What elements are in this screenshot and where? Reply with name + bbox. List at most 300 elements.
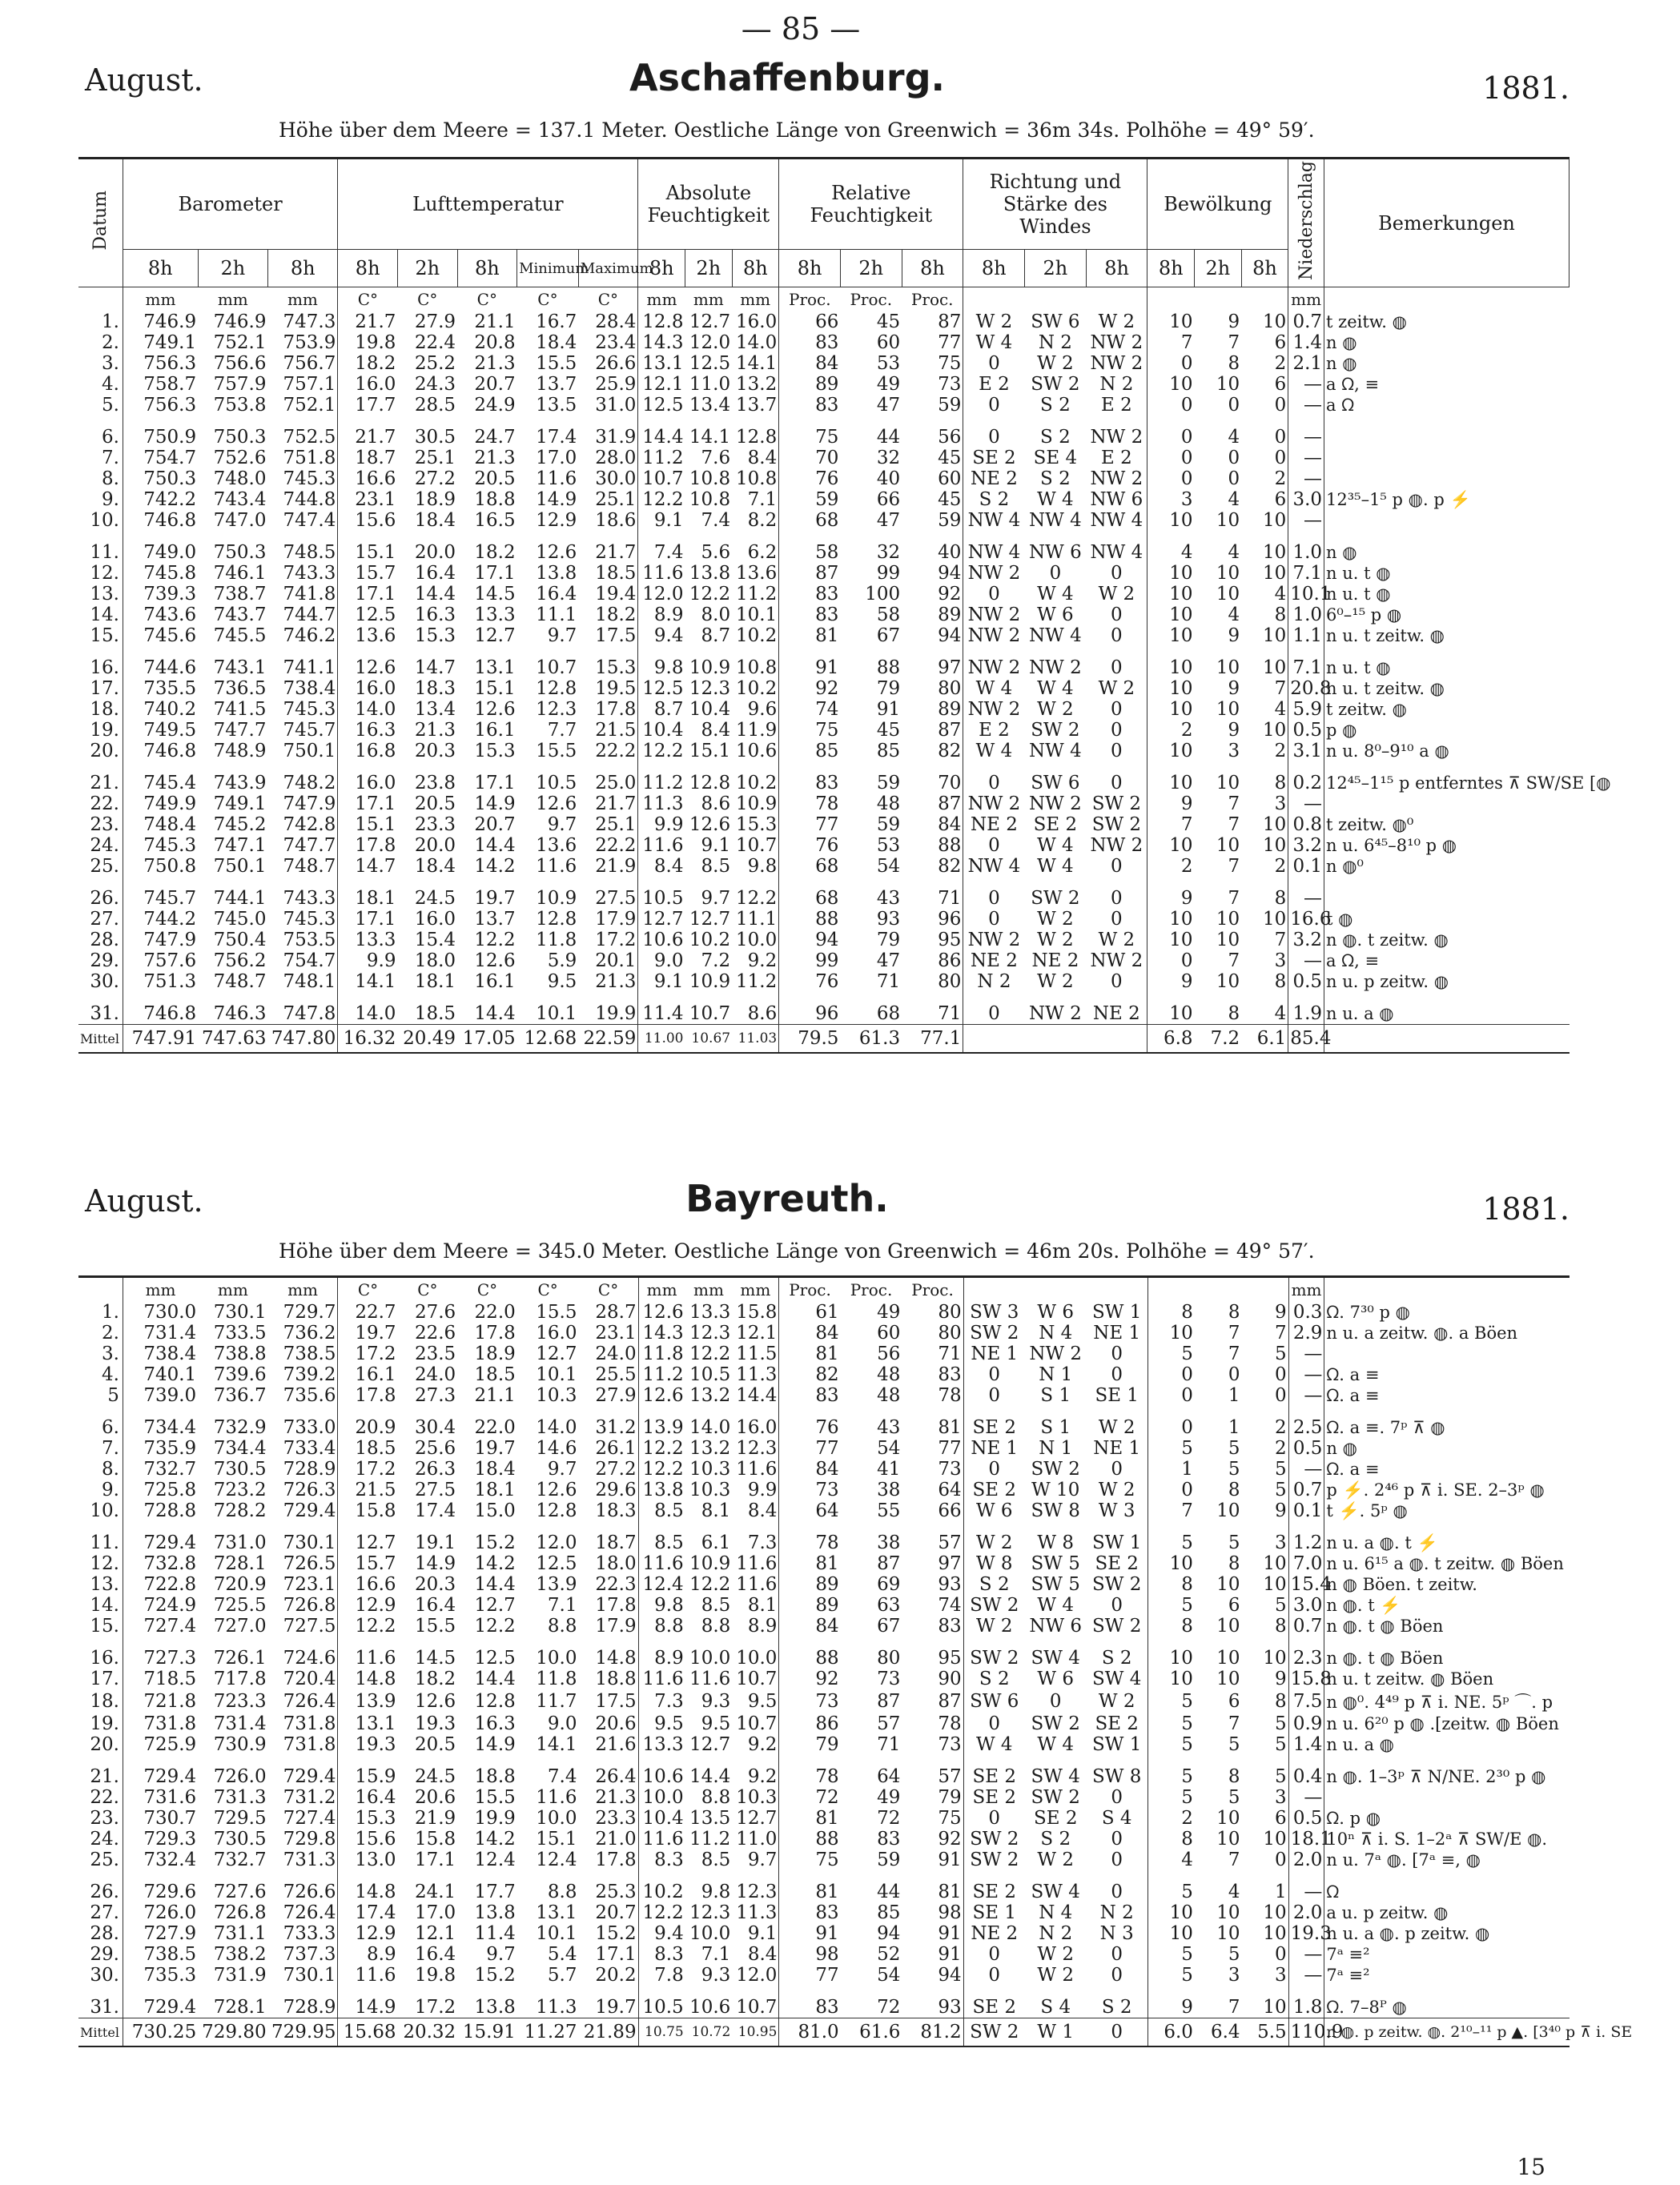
value-cell: 15.3 (578, 646, 638, 678)
mean-value: 11.03 (732, 1025, 779, 1054)
value-cell: 12.7 (732, 1808, 779, 1829)
value-cell: 44 (876, 427, 901, 448)
value-cell: 10 (1169, 625, 1193, 646)
value-cell: 10 (1169, 1669, 1193, 1689)
value-cell: 744.1 (213, 888, 267, 909)
value-cell: 728.9 (268, 1986, 338, 2018)
mean-value: 6.8 (1147, 1025, 1195, 1054)
value-cell: 17.1 (474, 773, 516, 793)
date-cell: 20. (78, 1734, 123, 1755)
value-cell: 9.7 (732, 1850, 779, 1870)
value-cell: 8.4 (701, 720, 731, 741)
subheader-h2: 2h (685, 250, 733, 287)
value-cell: — (1288, 1385, 1324, 1406)
value-cell: W 2 (1087, 1689, 1148, 1713)
value-cell: 738.4 (268, 678, 338, 699)
value-cell: 728.1 (213, 1997, 267, 2018)
value-cell: 5.9 (1288, 699, 1324, 720)
value-cell: 725.9 (143, 1734, 197, 1755)
unit-cell (78, 1277, 123, 1303)
value-cell: W 2 (1037, 971, 1074, 992)
value-cell: 0 (1087, 1965, 1148, 1986)
value-cell: 10.6 (732, 741, 779, 761)
value-cell: 10.0 (642, 1787, 684, 1808)
value-cell: 10.1 (536, 1364, 577, 1385)
remark-cell: 7ᵃ ≡² (1326, 1945, 1370, 1964)
value-cell: 10 (1169, 741, 1193, 761)
value-cell: SW 2 (1031, 1713, 1080, 1734)
value-cell: 14.4 (474, 1574, 516, 1595)
value-cell: 82 (902, 856, 963, 877)
value-cell: 8.8 (701, 1616, 731, 1637)
unit-cell (963, 287, 1025, 312)
value-cell: 727.6 (213, 1882, 267, 1902)
date-cell: 6. (78, 1406, 123, 1438)
date-cell: 20. (78, 741, 123, 761)
value-cell: 2 (1241, 856, 1288, 877)
remark-cell: ᘯ. a ≡ (1326, 1385, 1380, 1405)
station-name: Bayreuth. (685, 1177, 889, 1220)
remark-cell: a ᘯ, ≡ (1326, 374, 1380, 394)
value-cell: SW 2 (1031, 374, 1080, 395)
mean-value: 61.3 (840, 1025, 902, 1054)
value-cell: NW 2 (967, 657, 1021, 678)
column-header-wind: Richtung und Stärke des Windes (963, 159, 1147, 250)
value-cell: 748.9 (213, 741, 267, 761)
value-cell: 45 (876, 720, 901, 741)
value-cell: 18.4 (474, 1459, 516, 1480)
value-cell: 10 (1241, 909, 1288, 930)
value-cell: 729.5 (213, 1808, 267, 1829)
value-cell: 4 (1241, 699, 1288, 720)
value-cell: 739.3 (143, 584, 197, 604)
value-cell: 0 (1180, 395, 1193, 416)
mean-value: 20.32 (398, 2018, 458, 2047)
value-cell: 2 (1180, 720, 1193, 741)
mean-value: 110.9 (1288, 2018, 1324, 2047)
value-cell: 7.2 (701, 950, 731, 971)
value-cell: 12.2 (642, 1459, 684, 1480)
value-cell: 12.6 (536, 793, 577, 814)
value-cell: 5 (1181, 1766, 1193, 1787)
value-cell: 11.0 (689, 374, 731, 395)
mean-value: 7.2 (1195, 1025, 1242, 1054)
value-cell: 10 (1169, 930, 1193, 950)
value-cell: 738.7 (213, 584, 267, 604)
value-cell: 746.9 (143, 311, 197, 332)
value-cell: 13.2 (689, 1438, 731, 1459)
value-cell: 7 (1228, 1850, 1240, 1870)
value-cell: 2.0 (1288, 1850, 1324, 1870)
value-cell: 11.4 (642, 1003, 684, 1024)
value-cell: 743.4 (213, 489, 267, 510)
value-cell: W 6 (1037, 1669, 1075, 1689)
remark-cell: 12⁴⁵–1¹⁵ p entferntes ⊼ SW/SE [◍ (1326, 773, 1611, 793)
value-cell: 9.0 (653, 950, 684, 971)
value-cell: 12.8 (536, 1500, 577, 1521)
value-cell: 9.5 (701, 1713, 731, 1734)
value-cell: 0.7 (1288, 1480, 1324, 1500)
value-cell: 10.7 (642, 468, 684, 489)
mean-value: 729.95 (268, 2018, 338, 2047)
value-cell: 14.9 (536, 489, 577, 510)
unit-cell: C° (476, 290, 497, 309)
value-cell: 753.8 (213, 395, 267, 416)
value-cell: 13.4 (414, 699, 456, 720)
value-cell: 24.1 (414, 1882, 456, 1902)
value-cell: 5 (1181, 1438, 1193, 1459)
value-cell: N 3 (1087, 1923, 1148, 1944)
value-cell: 8 (1181, 1574, 1193, 1595)
table-row (78, 604, 1569, 625)
value-cell: N 2 (977, 971, 1011, 992)
table-row (78, 678, 1569, 699)
value-cell: 18.7 (355, 448, 396, 468)
value-cell: 10 (1216, 510, 1240, 531)
value-cell: 28.0 (578, 448, 638, 468)
value-cell: W 6 (1037, 604, 1074, 625)
value-cell: 9 (1228, 720, 1240, 741)
value-cell: 11.3 (536, 1997, 577, 2018)
column-header-lufttemperatur: Lufttemperatur (338, 159, 638, 250)
value-cell: 10 (1216, 1669, 1240, 1689)
value-cell: 12.3 (732, 1438, 779, 1459)
table-row (78, 353, 1569, 374)
value-cell: 741.1 (268, 646, 338, 678)
value-cell: 730.5 (213, 1829, 267, 1850)
value-cell: 11.6 (642, 835, 684, 856)
table-row (78, 741, 1569, 761)
value-cell: 18.2 (578, 604, 638, 625)
value-cell: 77 (902, 332, 963, 353)
value-cell: 11.2 (642, 1364, 684, 1385)
remark-cell: n ◍. 1–3ᵖ ⊼ N/NE. 2³⁰ p ◍ (1326, 1767, 1546, 1786)
value-cell: 12.5 (642, 395, 684, 416)
value-cell: 8 (1181, 1829, 1193, 1850)
value-cell: 21.3 (414, 720, 456, 741)
value-cell: NW 2 (967, 793, 1021, 814)
value-cell: SE 4 (1033, 448, 1078, 468)
value-cell: 84 (815, 1323, 839, 1344)
value-cell: W 2 (975, 311, 1013, 332)
month-label: August. (85, 62, 203, 98)
value-cell: 80 (902, 1302, 963, 1323)
value-cell: 86 (815, 1713, 839, 1734)
value-cell: 70 (902, 761, 963, 793)
value-cell: W 2 (1086, 311, 1147, 332)
value-cell: 16.0 (355, 773, 396, 793)
value-cell: 2 (1241, 353, 1288, 374)
value-cell: 18.9 (474, 1344, 516, 1364)
value-cell: 11.2 (689, 1829, 731, 1850)
value-cell: 732.7 (213, 1850, 267, 1870)
value-cell: W 2 (975, 1616, 1013, 1637)
value-cell: 0 (988, 909, 1000, 930)
value-cell: 12.8 (642, 311, 684, 332)
value-cell: 0 (1180, 353, 1193, 374)
value-cell: 10 (1169, 584, 1193, 604)
value-cell: 727.0 (213, 1616, 267, 1637)
value-cell: 10.1 (536, 1923, 577, 1944)
value-cell: 13.6 (355, 625, 396, 646)
value-cell: 751.3 (143, 971, 197, 992)
mean-value: 15.91 (457, 2018, 517, 2047)
value-cell: 747.7 (268, 835, 338, 856)
remark-cell: n u. 8⁰–9¹⁰ a ◍ (1326, 741, 1449, 761)
value-cell: 9.1 (701, 835, 731, 856)
value-cell: 22.6 (414, 1323, 456, 1344)
value-cell: 11.6 (732, 1459, 779, 1480)
subheader-h8: 8h (268, 250, 338, 287)
value-cell: 726.5 (268, 1553, 338, 1574)
value-cell: 15.6 (355, 510, 396, 531)
value-cell: 12.6 (689, 814, 731, 835)
value-cell: 10.0 (536, 1648, 577, 1669)
value-cell: 16.0 (536, 1323, 577, 1344)
value-cell: 16.5 (474, 510, 516, 531)
value-cell: 15.3 (355, 1808, 396, 1829)
value-cell: 10 (1216, 699, 1240, 720)
value-cell: 8 (1181, 1302, 1193, 1323)
value-cell: 10 (1169, 657, 1193, 678)
value-cell: 14.8 (579, 1637, 639, 1669)
value-cell: 4 (1241, 992, 1288, 1025)
value-cell: 0 (1087, 1344, 1148, 1364)
value-cell: 731.6 (143, 1787, 197, 1808)
value-cell: 9 (1242, 1669, 1289, 1689)
unit-cell: mm (217, 1280, 248, 1299)
value-cell: 10 (1169, 604, 1193, 625)
value-cell: 750.1 (268, 741, 338, 761)
mean-value: 5.5 (1242, 2018, 1289, 2047)
value-cell: 24.7 (474, 427, 516, 448)
value-cell: 747.9 (143, 930, 197, 950)
value-cell: 17.8 (474, 1323, 516, 1344)
value-cell: NE 2 (971, 950, 1018, 971)
remark-cell: n ◍. t zeitw. ◍ (1326, 930, 1449, 950)
value-cell: SW 2 (970, 1323, 1019, 1344)
value-cell: 12.4 (474, 1850, 516, 1870)
remark-cell (1324, 793, 1569, 814)
value-cell: SW 6 (970, 1691, 1019, 1712)
value-cell: 89 (815, 1595, 839, 1616)
remark-cell: n u. t zeitw. ◍ Böen (1326, 1669, 1494, 1689)
value-cell: NW 2 (1029, 793, 1082, 814)
value-cell: 750.3 (213, 542, 267, 563)
value-cell: 11.6 (642, 1669, 684, 1689)
mean-value: 79.5 (779, 1025, 841, 1054)
value-cell: 745.3 (268, 468, 338, 489)
value-cell: 747.8 (268, 992, 338, 1025)
value-cell: 5 (1242, 1713, 1289, 1734)
value-cell: 69 (877, 1574, 901, 1595)
value-cell: 5 (1181, 1344, 1193, 1364)
date-cell: 1. (78, 1302, 123, 1323)
value-cell: 13.9 (355, 1691, 396, 1712)
table-row (78, 1406, 1569, 1438)
value-cell: — (1288, 1870, 1324, 1902)
value-cell: 13.9 (536, 1574, 577, 1595)
table-row (78, 971, 1569, 992)
value-cell: 0.5 (1288, 1808, 1324, 1829)
value-cell: 49 (877, 1787, 901, 1808)
value-cell: 14.0 (689, 1417, 731, 1438)
value-cell: 2.5 (1288, 1406, 1324, 1438)
value-cell: 73 (815, 1480, 839, 1500)
value-cell: 12.5 (474, 1648, 516, 1669)
remark-cell (1324, 1787, 1569, 1808)
value-cell: 47 (876, 510, 901, 531)
table-row (78, 930, 1569, 950)
value-cell: 26.1 (579, 1438, 639, 1459)
value-cell: 14.2 (474, 856, 516, 877)
value-cell: 8.5 (701, 1850, 731, 1870)
value-cell: 21.0 (579, 1829, 639, 1850)
value-cell: NW 4 (1086, 510, 1147, 531)
value-cell: 7 (1181, 1500, 1193, 1521)
value-cell: 7.7 (547, 720, 577, 741)
value-cell: 19.3 (414, 1713, 456, 1734)
value-cell: 5.4 (547, 1944, 577, 1965)
value-cell: 9.7 (547, 814, 577, 835)
value-cell: 718.5 (143, 1669, 197, 1689)
value-cell: 1.1 (1288, 625, 1324, 646)
value-cell: 20.5 (474, 468, 516, 489)
value-cell: 9 (1180, 888, 1193, 909)
value-cell: 726.4 (268, 1902, 338, 1923)
value-cell: 5 (1228, 1459, 1240, 1480)
value-cell: 750.9 (143, 427, 197, 448)
value-cell: 18.4 (536, 332, 577, 353)
value-cell: 59 (877, 1850, 901, 1870)
value-cell: NW 2 (1086, 332, 1147, 353)
value-cell: 76 (815, 835, 839, 856)
value-cell: 17.5 (579, 1689, 639, 1713)
value-cell: 725.5 (213, 1595, 267, 1616)
subheader-h8: 8h (1241, 250, 1288, 287)
value-cell: 93 (876, 909, 901, 930)
value-cell: 85 (815, 741, 839, 761)
column-header-datum-label: Datum (90, 191, 111, 251)
value-cell: 756.6 (213, 353, 267, 374)
date-cell: 7. (78, 1438, 123, 1459)
remark-cell: a u. p zeitw. ◍ (1326, 1903, 1449, 1922)
value-cell: W 6 (1037, 1302, 1075, 1323)
value-cell: E 2 (1086, 395, 1147, 416)
unit-cell: mm (646, 1280, 677, 1299)
mean-value: 0 (1087, 2018, 1148, 2047)
value-cell: 16.4 (414, 1595, 456, 1616)
subheader-h2: 2h (840, 250, 902, 287)
value-cell: 18.1 (355, 888, 396, 909)
mean-value: 61.6 (841, 2018, 902, 2047)
value-cell: N 4 (1039, 1902, 1073, 1923)
value-cell: 72 (877, 1997, 901, 2018)
value-cell: 13.1 (536, 1902, 577, 1923)
value-cell: 10.8 (689, 468, 731, 489)
value-cell: 748.2 (268, 761, 338, 793)
remark-cell (1324, 877, 1569, 909)
unit-cell: mm (145, 1280, 176, 1299)
value-cell: 17.5 (578, 625, 638, 646)
value-cell: 0 (1086, 563, 1147, 584)
value-cell: 5 (1181, 1713, 1193, 1734)
value-cell: S 2 (1040, 468, 1071, 489)
value-cell: 726.4 (268, 1689, 338, 1713)
value-cell: 7 (1180, 814, 1193, 835)
value-cell: 13.8 (689, 563, 731, 584)
value-cell: 0 (1086, 699, 1147, 720)
value-cell: W 4 (1037, 1595, 1075, 1616)
value-cell: 25.5 (579, 1364, 639, 1385)
value-cell: 11.6 (355, 1648, 396, 1669)
value-cell: 730.7 (143, 1808, 197, 1829)
value-cell: SW 2 (1087, 1574, 1148, 1595)
value-cell: 1 (1242, 1870, 1289, 1902)
value-cell: 27.2 (579, 1459, 639, 1480)
value-cell: 0.1 (1288, 856, 1324, 877)
value-cell: 7.4 (653, 542, 684, 563)
value-cell: 10.0 (689, 1648, 731, 1669)
value-cell: SW 4 (1031, 1766, 1080, 1787)
date-cell: 11. (78, 1521, 123, 1553)
remark-cell: ᘯ. 7³⁰ p ◍ (1326, 1302, 1410, 1322)
remark-cell: t ◍ (1326, 910, 1353, 929)
value-cell: 18.1 (474, 1480, 516, 1500)
date-cell: 18. (78, 699, 123, 720)
value-cell: 38 (877, 1532, 901, 1553)
value-cell: 23.8 (414, 773, 456, 793)
value-cell: 10.0 (732, 930, 779, 950)
value-cell: 75 (902, 1808, 963, 1829)
value-cell: 7.1 (1288, 563, 1324, 584)
remark-cell: a ᘯ (1326, 395, 1355, 415)
column-header-bemerkungen: Bemerkungen (1324, 159, 1569, 287)
table-row (78, 877, 1569, 909)
value-cell: 7.3 (654, 1691, 684, 1712)
unit-cell (1147, 287, 1195, 312)
date-cell: 21. (78, 761, 123, 793)
value-cell: 754.7 (268, 950, 338, 971)
value-cell: SW 2 (1031, 1459, 1080, 1480)
mean-value: 747.63 (198, 1025, 267, 1054)
value-cell: 16.0 (355, 374, 396, 395)
value-cell: 750.8 (143, 856, 197, 877)
value-cell: 6 (1241, 374, 1288, 395)
value-cell: 13.0 (355, 1850, 396, 1870)
value-cell: 17.1 (355, 584, 396, 604)
value-cell: W 2 (1037, 1850, 1075, 1870)
value-cell: 8.1 (701, 1500, 731, 1521)
value-cell: 19.9 (578, 992, 638, 1025)
value-cell: 25.0 (578, 761, 638, 793)
value-cell: 0.3 (1288, 1302, 1324, 1323)
value-cell: 0 (988, 1459, 1001, 1480)
value-cell: 12.6 (414, 1691, 456, 1712)
remark-cell (1324, 510, 1569, 531)
value-cell: 11.6 (536, 468, 577, 489)
value-cell: 24.5 (414, 888, 456, 909)
value-cell: — (1288, 793, 1324, 814)
value-cell: 12.2 (642, 489, 684, 510)
value-cell: 742.2 (143, 489, 197, 510)
value-cell: 73 (815, 1691, 839, 1712)
value-cell: 0 (1087, 1850, 1148, 1870)
value-cell: NW 4 (967, 510, 1021, 531)
value-cell: 26.4 (579, 1755, 639, 1787)
value-cell: 12.9 (355, 1595, 396, 1616)
value-cell: 76 (815, 468, 839, 489)
